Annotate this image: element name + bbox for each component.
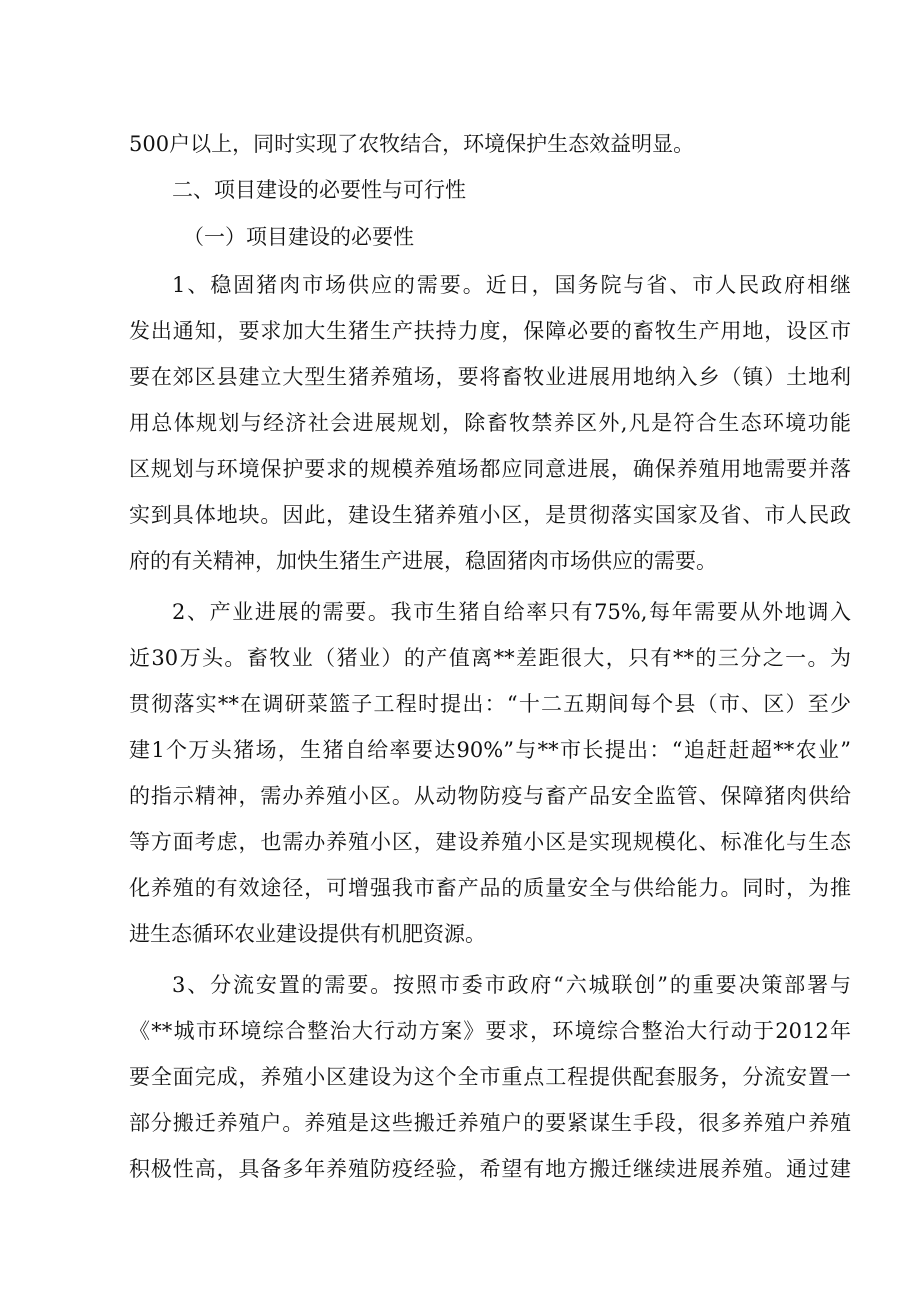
paragraph-1-line-3: 要在郊区县建立大型生猪养殖场，要将畜牧业进展用地纳入乡（镇）土地利 — [129, 365, 851, 389]
paragraph-2-line-1: 2、产业进展的需要。我市生猪自给率只有75%,每年需要从外地调入 — [172, 600, 851, 624]
paragraph-2-line-2: 近30万头。畜牧业（猪业）的产值离**差距很大，只有**的三分之一。为 — [129, 646, 851, 670]
paragraph-line-1: 500户以上，同时实现了农牧结合，环境保护生态效益明显。 — [129, 132, 695, 156]
paragraph-3-line-4: 部分搬迁养殖户。养殖是这些搬迁养殖户的要紧谋生手段，很多养殖户养殖 — [129, 1111, 851, 1135]
paragraph-3-line-3: 要全面完成，养殖小区建设为这个全市重点工程提供配套服务，分流安置一 — [129, 1065, 851, 1089]
paragraph-2-line-6: 等方面考虑，也需办养殖小区，建设养殖小区是实现规模化、标准化与生态 — [129, 830, 851, 854]
subsection-heading: （一）项目建设的必要性 — [183, 225, 414, 249]
paragraph-3-line-5: 积极性高，具备多年养殖防疫经验，希望有地方搬迁继续进展养殖。通过建 — [129, 1157, 851, 1181]
paragraph-1-line-4: 用总体规划与经济社会进展规划，除畜牧禁养区外,凡是符合生态环境功能 — [129, 411, 851, 435]
paragraph-2-line-3: 贯彻落实**在调研菜篮子工程时提出：“十二五期间每个县（市、区）至少 — [129, 692, 851, 716]
paragraph-1-line-7: 府的有关精神，加快生猪生产进展，稳固猪肉市场供应的需要。 — [129, 549, 717, 573]
paragraph-2-line-4: 建1个万头猪场，生猪自给率要达90%”与**市长提出：“追赶赶超**农业” — [129, 738, 851, 762]
paragraph-1-line-5: 区规划与环境保护要求的规模养殖场都应同意进展，确保养殖用地需要并落 — [129, 457, 851, 481]
paragraph-1-line-2: 发出通知，要求加大生猪生产扶持力度，保障必要的畜牧生产用地，设区市 — [129, 319, 851, 343]
paragraph-2-line-8: 进生态循环农业建设提供有机肥资源。 — [129, 922, 486, 946]
paragraph-1-line-6: 实到具体地块。因此，建设生猪养殖小区，是贯彻落实国家及省、市人民政 — [129, 503, 851, 527]
paragraph-2-line-7: 化养殖的有效途径，可增强我市畜产品的质量安全与供给能力。同时，为推 — [129, 876, 851, 900]
section-heading: 二、项目建设的必要性与可行性 — [172, 178, 466, 202]
paragraph-1-line-1: 1、稳固猪肉市场供应的需要。近日，国务院与省、市人民政府相继 — [172, 273, 851, 297]
paragraph-3-line-1: 3、分流安置的需要。按照市委市政府“六城联创”的重要决策部署与 — [172, 973, 851, 997]
paragraph-3-line-2: 《**城市环境综合整治大行动方案》要求，环境综合整治大行动于2012年 — [129, 1019, 851, 1043]
paragraph-2-line-5: 的指示精神，需办养殖小区。从动物防疫与畜产品安全监管、保障猪肉供给 — [129, 784, 851, 808]
